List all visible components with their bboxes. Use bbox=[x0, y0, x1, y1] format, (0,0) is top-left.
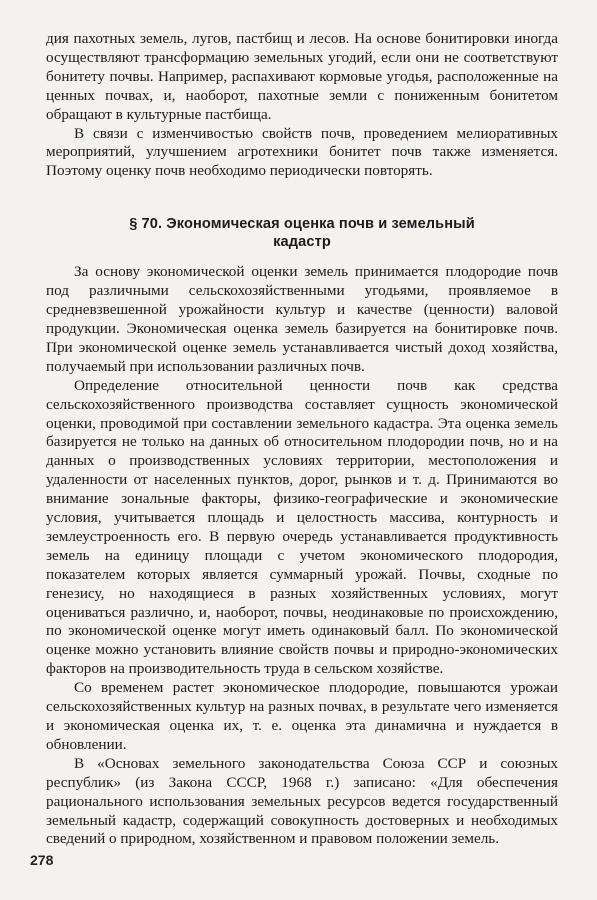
paragraph-section-2: Определение относительной ценности почв как средства сельскохозяйственного производства составляет сущность экономической оценки, проводимой при составлении земельного кадастра. Эта оценка земель базируется не только на данных об относительном плодородии почв, но и на данных о производственных условиях территории, местоположения и удаленности от населенных пунктов, дорог, рынков и т. д. Принимаются во внимание зональные факторы, физико-географические и экономические условия, учитывается площадь и целостность массива, контурность и землеустроенность его. В первую очередь устанавливается продуктивность земель на единицу площади с учетом экономического плодородия, показателем которых является суммарный урожай. Почвы, сходные по генезису, но находящиеся в разных хозяйственных условиях, могут оцениваться различно, и, наоборот, почвы, неодинаковые по происхождению, по экономической оценке могут иметь одинаковый балл. По экономической оценке можно установить влияние свойств почвы и природно-экономических факторов на производительность труда в сельском хозяйстве. bbox=[46, 376, 558, 678]
paragraph-section-1: За основу экономической оценки земель принимается плодородие почв под различными сельскохозяйственными угодьями, проявляемое в средневзвешенной урожайности культур и качестве (ценности) валовой продукции. Экономическая оценка земель базируется на бонитировке почв. При экономической оценке земель устанавливается чистый доход хозяйства, получаемый при использовании различных почв. bbox=[46, 263, 558, 375]
paragraph-section-3: Со временем растет экономическое плодородие, повышаются урожаи сельскохозяйственных культур на разных почвах, в результате чего изменяется и экономическая оценка их, т. е. оценка эта динамична и нуждается в обновлении. bbox=[46, 679, 558, 753]
paragraph-top-2: В связи с изменчивостью свойств почв, проведением мелиоративных мероприятий, улучшением агротехники бонитет почв также изменяется. Поэтому оценку почв необходимо периодически повторять. bbox=[46, 124, 558, 180]
section-heading-line-1: § 70. Экономическая оценка почв и земельный bbox=[129, 216, 475, 233]
page-content bbox=[46, 30, 558, 849]
section-heading-line-2: кадастр bbox=[273, 234, 331, 251]
section-heading bbox=[46, 215, 558, 251]
paragraph-section-4: В «Основах земельного законодательства Союза ССР и союзных республик» (из Закона СССР, 1968 г.) записано: «Для обеспечения рационального использования земельных ресурсов ведется государственный земельный кадастр, содержащий совокупность достоверных и необходимых сведений о природном, хозяйственном и правовом положении земель. bbox=[46, 754, 558, 848]
page-number: 278 bbox=[30, 852, 54, 868]
paragraph-top-1: дия пахотных земель, лугов, пастбищ и лесов. На основе бонитировки иногда осуществляют трансформацию земельных угодий, если они не соответствуют бонитету почвы. Например, распахивают кормовые угодья, расположенные на ценных почвах, и, наоборот, пахотные земли с пониженным бонитетом обращают в культурные пастбища. bbox=[46, 30, 558, 123]
